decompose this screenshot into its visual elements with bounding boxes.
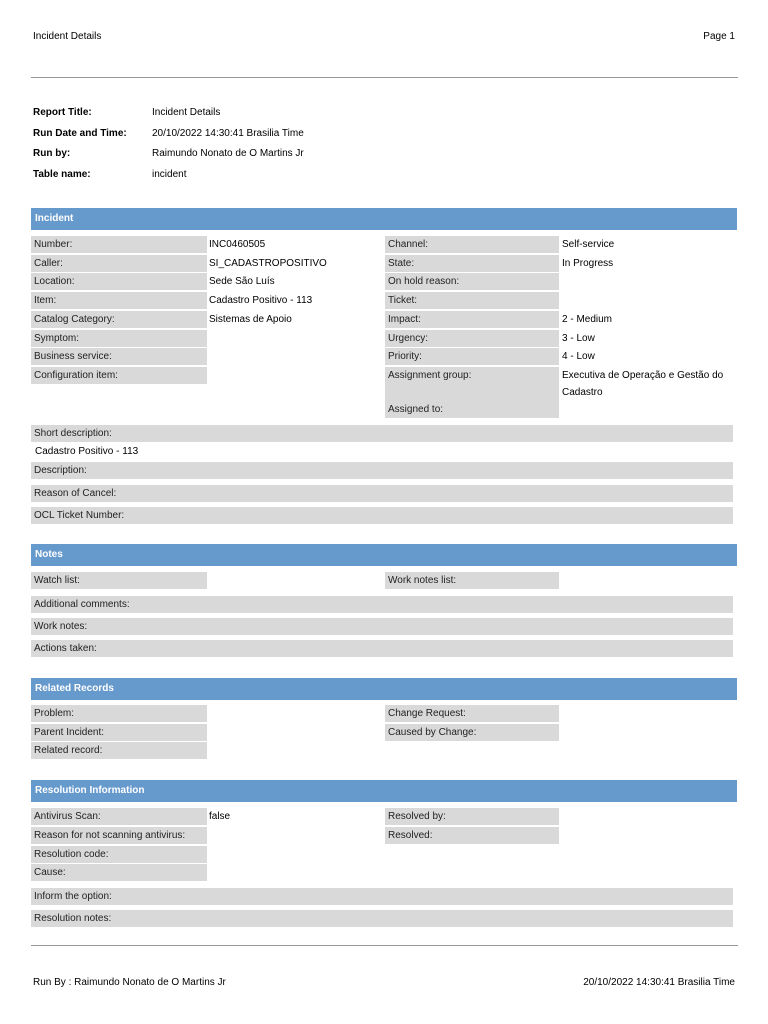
meta-row-run-by bbox=[33, 148, 304, 169]
field-label-parent-incident: Parent Incident: bbox=[31, 724, 207, 741]
field-value-impact: 2 - Medium bbox=[562, 314, 613, 325]
section-related-records-header: Related Records bbox=[31, 678, 737, 700]
field-label-description: Description: bbox=[31, 462, 733, 479]
field-value-number: INC0460505 bbox=[209, 239, 266, 250]
field-value-caller: SI_CADASTROPOSITIVO bbox=[209, 258, 327, 269]
field-label-work-notes: Work notes: bbox=[31, 618, 733, 635]
field-label-ticket: Ticket: bbox=[385, 292, 559, 309]
section-incident-header: Incident bbox=[31, 208, 737, 230]
field-value-channel: Self-service bbox=[562, 239, 615, 250]
header-divider bbox=[31, 77, 738, 78]
field-value-antivirus-scan: false bbox=[209, 811, 231, 822]
field-label-configuration-item: Configuration item: bbox=[31, 367, 207, 384]
field-label-ocl-ticket-number: OCL Ticket Number: bbox=[31, 507, 733, 524]
field-label-impact: Impact: bbox=[385, 311, 559, 328]
field-label-change-request: Change Request: bbox=[385, 705, 559, 722]
meta-key: Run Date and Time: bbox=[33, 127, 127, 139]
field-label-antivirus-scan: Antivirus Scan: bbox=[31, 808, 207, 825]
field-value-assignment-group-line2: Cadastro bbox=[562, 387, 603, 398]
field-label-reason-not-scanning: Reason for not scanning antivirus: bbox=[31, 827, 207, 844]
field-label-item: Item: bbox=[31, 292, 207, 309]
field-label-resolved-by: Resolved by: bbox=[385, 808, 559, 825]
field-value-catalog-category: Sistemas de Apoio bbox=[209, 314, 292, 325]
field-label-number: Number: bbox=[31, 236, 207, 253]
report-meta bbox=[33, 107, 304, 189]
field-label-resolution-notes: Resolution notes: bbox=[31, 910, 733, 927]
field-value-assignment-group-line1: Executiva de Operação e Gestão do bbox=[562, 370, 724, 381]
field-value-location: Sede São Luís bbox=[209, 276, 275, 287]
field-label-watch-list: Watch list: bbox=[31, 572, 207, 589]
field-label-state: State: bbox=[385, 255, 559, 272]
field-value-short-description: Cadastro Positivo - 113 bbox=[35, 446, 139, 457]
meta-value: 20/10/2022 14:30:41 Brasilia Time bbox=[152, 127, 304, 139]
page-header-title: Incident Details bbox=[33, 31, 102, 42]
meta-row-table-name bbox=[33, 169, 304, 190]
field-label-caused-by-change: Caused by Change: bbox=[385, 724, 559, 741]
field-label-short-description: Short description: bbox=[31, 425, 733, 442]
field-label-related-record: Related record: bbox=[31, 742, 207, 759]
field-label-additional-comments: Additional comments: bbox=[31, 596, 733, 613]
field-label-catalog-category: Catalog Category: bbox=[31, 311, 207, 328]
meta-key: Report Title: bbox=[33, 107, 92, 118]
section-resolution-header: Resolution Information bbox=[31, 780, 737, 802]
field-value-urgency: 3 - Low bbox=[562, 333, 595, 344]
field-value-state: In Progress bbox=[562, 258, 614, 269]
field-label-business-service: Business service: bbox=[31, 348, 207, 365]
field-label-assignment-group: Assignment group: bbox=[385, 367, 559, 401]
section-notes-header: Notes bbox=[31, 544, 737, 566]
field-label-actions-taken: Actions taken: bbox=[31, 640, 733, 657]
meta-key: Run by: bbox=[33, 148, 71, 159]
footer-divider bbox=[31, 945, 738, 946]
field-label-cause: Cause: bbox=[31, 864, 207, 881]
field-label-urgency: Urgency: bbox=[385, 330, 559, 347]
meta-row-run-date bbox=[33, 128, 304, 149]
field-value-priority: 4 - Low bbox=[562, 351, 595, 362]
meta-row-report-title bbox=[33, 107, 304, 128]
field-label-on-hold-reason: On hold reason: bbox=[385, 273, 559, 290]
field-label-resolution-code: Resolution code: bbox=[31, 846, 207, 863]
field-label-reason-of-cancel: Reason of Cancel: bbox=[31, 485, 733, 502]
field-label-work-notes-list: Work notes list: bbox=[385, 572, 559, 589]
field-label-location: Location: bbox=[31, 273, 207, 290]
meta-value: Raimundo Nonato de O Martins Jr bbox=[152, 148, 304, 159]
field-label-priority: Priority: bbox=[385, 348, 559, 365]
field-label-symptom: Symptom: bbox=[31, 330, 207, 347]
meta-value: incident bbox=[152, 168, 187, 180]
field-label-resolved: Resolved: bbox=[385, 827, 559, 844]
page-number: Page 1 bbox=[703, 31, 735, 42]
field-label-channel: Channel: bbox=[385, 236, 559, 253]
field-label-caller: Caller: bbox=[31, 255, 207, 272]
footer-run-by: Run By : Raimundo Nonato de O Martins Jr bbox=[33, 977, 226, 988]
field-label-problem: Problem: bbox=[31, 705, 207, 722]
meta-key: Table name: bbox=[33, 168, 91, 180]
meta-value: Incident Details bbox=[152, 107, 221, 118]
footer-datetime: 20/10/2022 14:30:41 Brasilia Time bbox=[583, 977, 735, 988]
field-value-item: Cadastro Positivo - 113 bbox=[209, 295, 313, 306]
field-label-inform-option: Inform the option: bbox=[31, 888, 733, 905]
field-label-assigned-to: Assigned to: bbox=[385, 401, 559, 418]
